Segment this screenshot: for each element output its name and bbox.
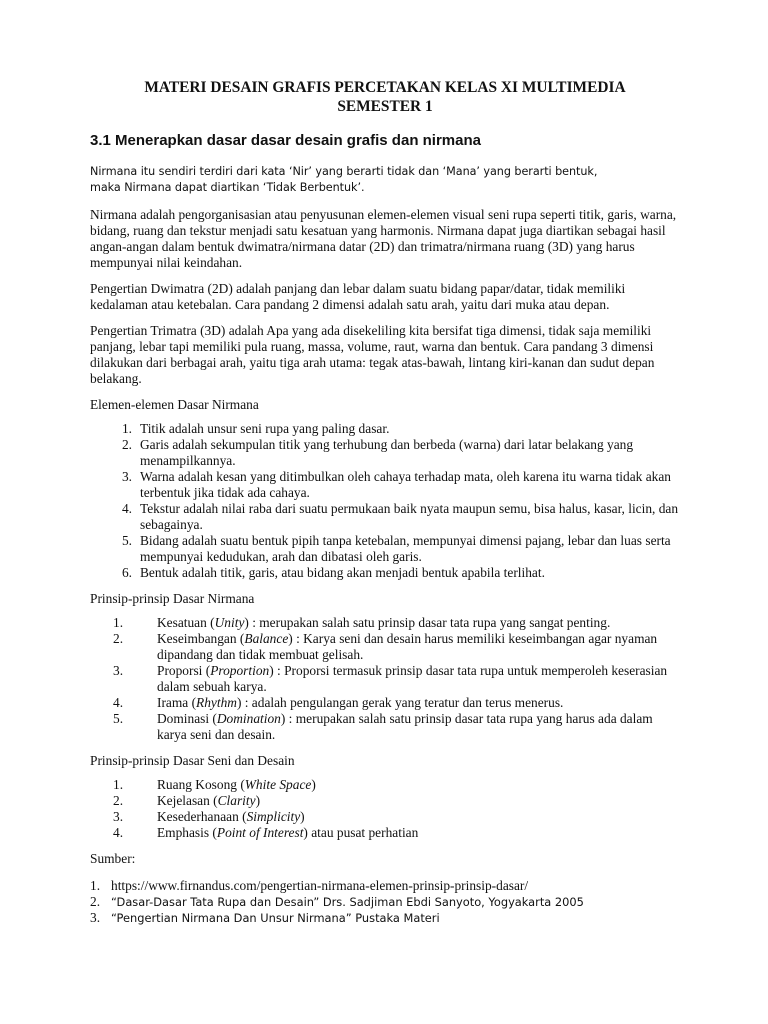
title-line-1: MATERI DESAIN GRAFIS PERCETAKAN KELAS XI MULTIMEDIA	[144, 79, 626, 96]
item-term: Irama (	[157, 695, 197, 710]
list-text	[157, 663, 680, 695]
list-text	[157, 777, 316, 793]
list-number: 4.	[113, 825, 124, 840]
item-term-english: Unity	[214, 615, 245, 630]
list-number: 4.	[113, 695, 124, 710]
source-link[interactable]: https://www.firnandus.com/pengertian-nirmana-elemen-prinsip-prinsip-dasar/	[111, 878, 529, 893]
list-item	[90, 437, 680, 469]
list-number: 5.	[121, 533, 132, 548]
prinsip-list	[90, 615, 680, 743]
list-number: 4.	[121, 501, 132, 516]
list-number: 2.	[121, 437, 132, 452]
list-number: 6.	[121, 565, 132, 580]
list-text: Warna adalah kesan yang ditimbulkan oleh cahaya terhadap mata, oleh karena itu warna tidak akan terbentuk jika tidak ada cahaya.	[140, 469, 671, 500]
list-item	[90, 631, 680, 663]
item-description: ) : merupakan salah satu prinsip dasar tata rupa yang harus ada dalam karya seni dan desain.	[157, 711, 653, 742]
item-term-english: Proportion	[210, 663, 270, 678]
item-term: Kejelasan (	[157, 793, 218, 808]
paragraph-nirmana: Nirmana adalah pengorganisasian atau penyusunan elemen-elemen visual seni rupa seperti titik, garis, warna, bidang, ruang dan tekstur menjadi satu kesatuan yang harmonis. Nirmana dapat juga diartikan sebagai hasil angan-angan dalam bentuk dwimatra/nirmana datar (2D) dan trimatra/nirmana ruang (3D) yang harus mempunyai nilai keindahan.	[90, 207, 677, 270]
item-description: ) : Proporsi termasuk prinsip dasar tata rupa untuk memperoleh keserasian dalam sebuah karya.	[157, 663, 668, 694]
item-term: Dominasi (	[157, 711, 217, 726]
list-item	[90, 711, 680, 743]
list-text: Garis adalah sekumpulan titik yang terhubung dan berbeda (warna) dari latar belakang yang menampilkannya.	[140, 437, 634, 468]
list-text	[157, 825, 418, 841]
list-item	[90, 565, 680, 581]
item-term-english: Clarity	[217, 793, 256, 808]
source-text: “Dasar-Dasar Tata Rupa dan Desain” Drs. Sadjiman Ebdi Sanyoto, Yogyakarta 2005	[111, 895, 584, 909]
document-title	[90, 78, 680, 116]
list-number: 2.	[113, 793, 124, 808]
item-description: )	[311, 777, 316, 792]
list-number: 2.	[90, 894, 101, 909]
list-text	[157, 711, 680, 743]
list-item	[90, 777, 680, 793]
item-term: Emphasis (	[157, 825, 217, 840]
list-number: 3.	[113, 809, 124, 824]
list-item	[90, 663, 680, 695]
list-item	[90, 695, 680, 711]
list-text	[157, 695, 563, 711]
item-description: )	[255, 793, 261, 808]
paragraph-trimatra: Pengertian Trimatra (3D) adalah Apa yang ada disekeliling kita bersifat tiga dimensi, tidak saja memiliki panjang, lebar tapi memiliki pula ruang, massa, volume, raut, warna dan bentuk. Cara pandang 3 dimensi dilakukan dari berbagai arah, yaitu tiga arah utama: tegak atas-bawah, lintang kiri-kanan dan sudut depan belakang.	[90, 323, 655, 386]
item-term-english: Balance	[244, 631, 289, 646]
item-description: ) atau pusat perhatian	[303, 825, 419, 840]
item-term-english: Domination	[216, 711, 281, 726]
list-item	[90, 825, 680, 841]
list-number: 1.	[113, 777, 124, 792]
item-description: ) : adalah pengulangan gerak yang teratur dan terus menerus.	[236, 695, 564, 710]
paragraph-dwimatra: Pengertian Dwimatra (2D) adalah panjang dan lebar dalam suatu bidang papar/datar, tidak memiliki kedalaman atau ketebalan. Cara pandang 2 dimensi adalah satu arah, yaitu dari muka atau depan.	[90, 281, 626, 312]
item-term: Proporsi (	[157, 663, 211, 678]
intro-line-1: Nirmana itu sendiri terdiri dari kata ‘Nir’ yang berarti tidak dan ‘Mana’ yang berarti bentuk,	[90, 165, 598, 178]
list-item	[90, 878, 680, 894]
list-item	[90, 615, 680, 631]
list-item	[90, 910, 680, 926]
list-item	[90, 894, 680, 910]
intro-paragraph	[90, 164, 680, 196]
list-number: 3.	[113, 663, 124, 678]
list-number: 1.	[90, 878, 101, 893]
list-item	[90, 501, 680, 533]
list-number: 5.	[113, 711, 124, 726]
item-description: ) : merupakan salah satu prinsip dasar tata rupa yang sangat penting.	[244, 615, 611, 630]
seni-list	[90, 777, 680, 841]
item-term-english: Rhythm	[196, 695, 237, 710]
list-text	[157, 615, 610, 631]
list-text: Bidang adalah suatu bentuk pipih tanpa ketebalan, mempunyai dimensi pajang, lebar dan luas serta mempunyai kedudukan, arah dan dibatasi oleh garis.	[140, 533, 671, 564]
list-number: 1.	[113, 615, 124, 630]
sumber-list	[90, 878, 680, 926]
title-line-2: SEMESTER 1	[337, 98, 433, 115]
source-text: “Pengertian Nirmana Dan Unsur Nirmana” Pustaka Materi	[111, 911, 440, 925]
list-text	[157, 631, 680, 663]
item-term-english: White Space	[244, 777, 312, 792]
list-item	[90, 533, 680, 565]
item-description: )	[300, 809, 305, 824]
sumber-label: Sumber:	[90, 851, 136, 866]
document-page	[90, 78, 680, 936]
list-number: 2.	[113, 631, 124, 646]
item-term: Kesederhanaan (	[157, 809, 247, 824]
item-description: ) : Karya seni dan desain harus memiliki keseimbangan agar nyaman dipandang dan tidak membuat gelisah.	[157, 631, 658, 662]
list-item	[90, 809, 680, 825]
elemen-label: Elemen-elemen Dasar Nirmana	[90, 397, 259, 412]
item-term: Keseimbangan (	[157, 631, 245, 646]
list-item	[90, 421, 680, 437]
prinsip-label: Prinsip-prinsip Dasar Nirmana	[90, 591, 255, 606]
list-item	[90, 469, 680, 501]
list-text	[157, 793, 260, 809]
list-item	[90, 793, 680, 809]
item-term: Kesatuan (	[157, 615, 215, 630]
list-number: 1.	[121, 421, 132, 436]
section-heading: 3.1 Menerapkan dasar dasar desain grafis dan nirmana	[90, 132, 481, 149]
list-text: Bentuk adalah titik, garis, atau bidang akan menjadi bentuk apabila terlihat.	[140, 565, 545, 580]
item-term: Ruang Kosong (	[157, 777, 245, 792]
list-number: 3.	[121, 469, 132, 484]
list-text	[157, 809, 305, 825]
list-text: Titik adalah unsur seni rupa yang paling dasar.	[140, 421, 390, 436]
list-text: Tekstur adalah nilai raba dari suatu permukaan baik nyata maupun semu, bisa halus, kasar, licin, dan sebagainya.	[140, 501, 679, 532]
intro-line-2: maka Nirmana dapat diartikan ‘Tidak Berbentuk’.	[90, 181, 365, 194]
item-term-english: Simplicity	[246, 809, 301, 824]
item-term-english: Point of Interest	[216, 825, 304, 840]
list-number: 3.	[90, 910, 101, 925]
elemen-list	[90, 421, 680, 581]
seni-label: Prinsip-prinsip Dasar Seni dan Desain	[90, 753, 295, 768]
